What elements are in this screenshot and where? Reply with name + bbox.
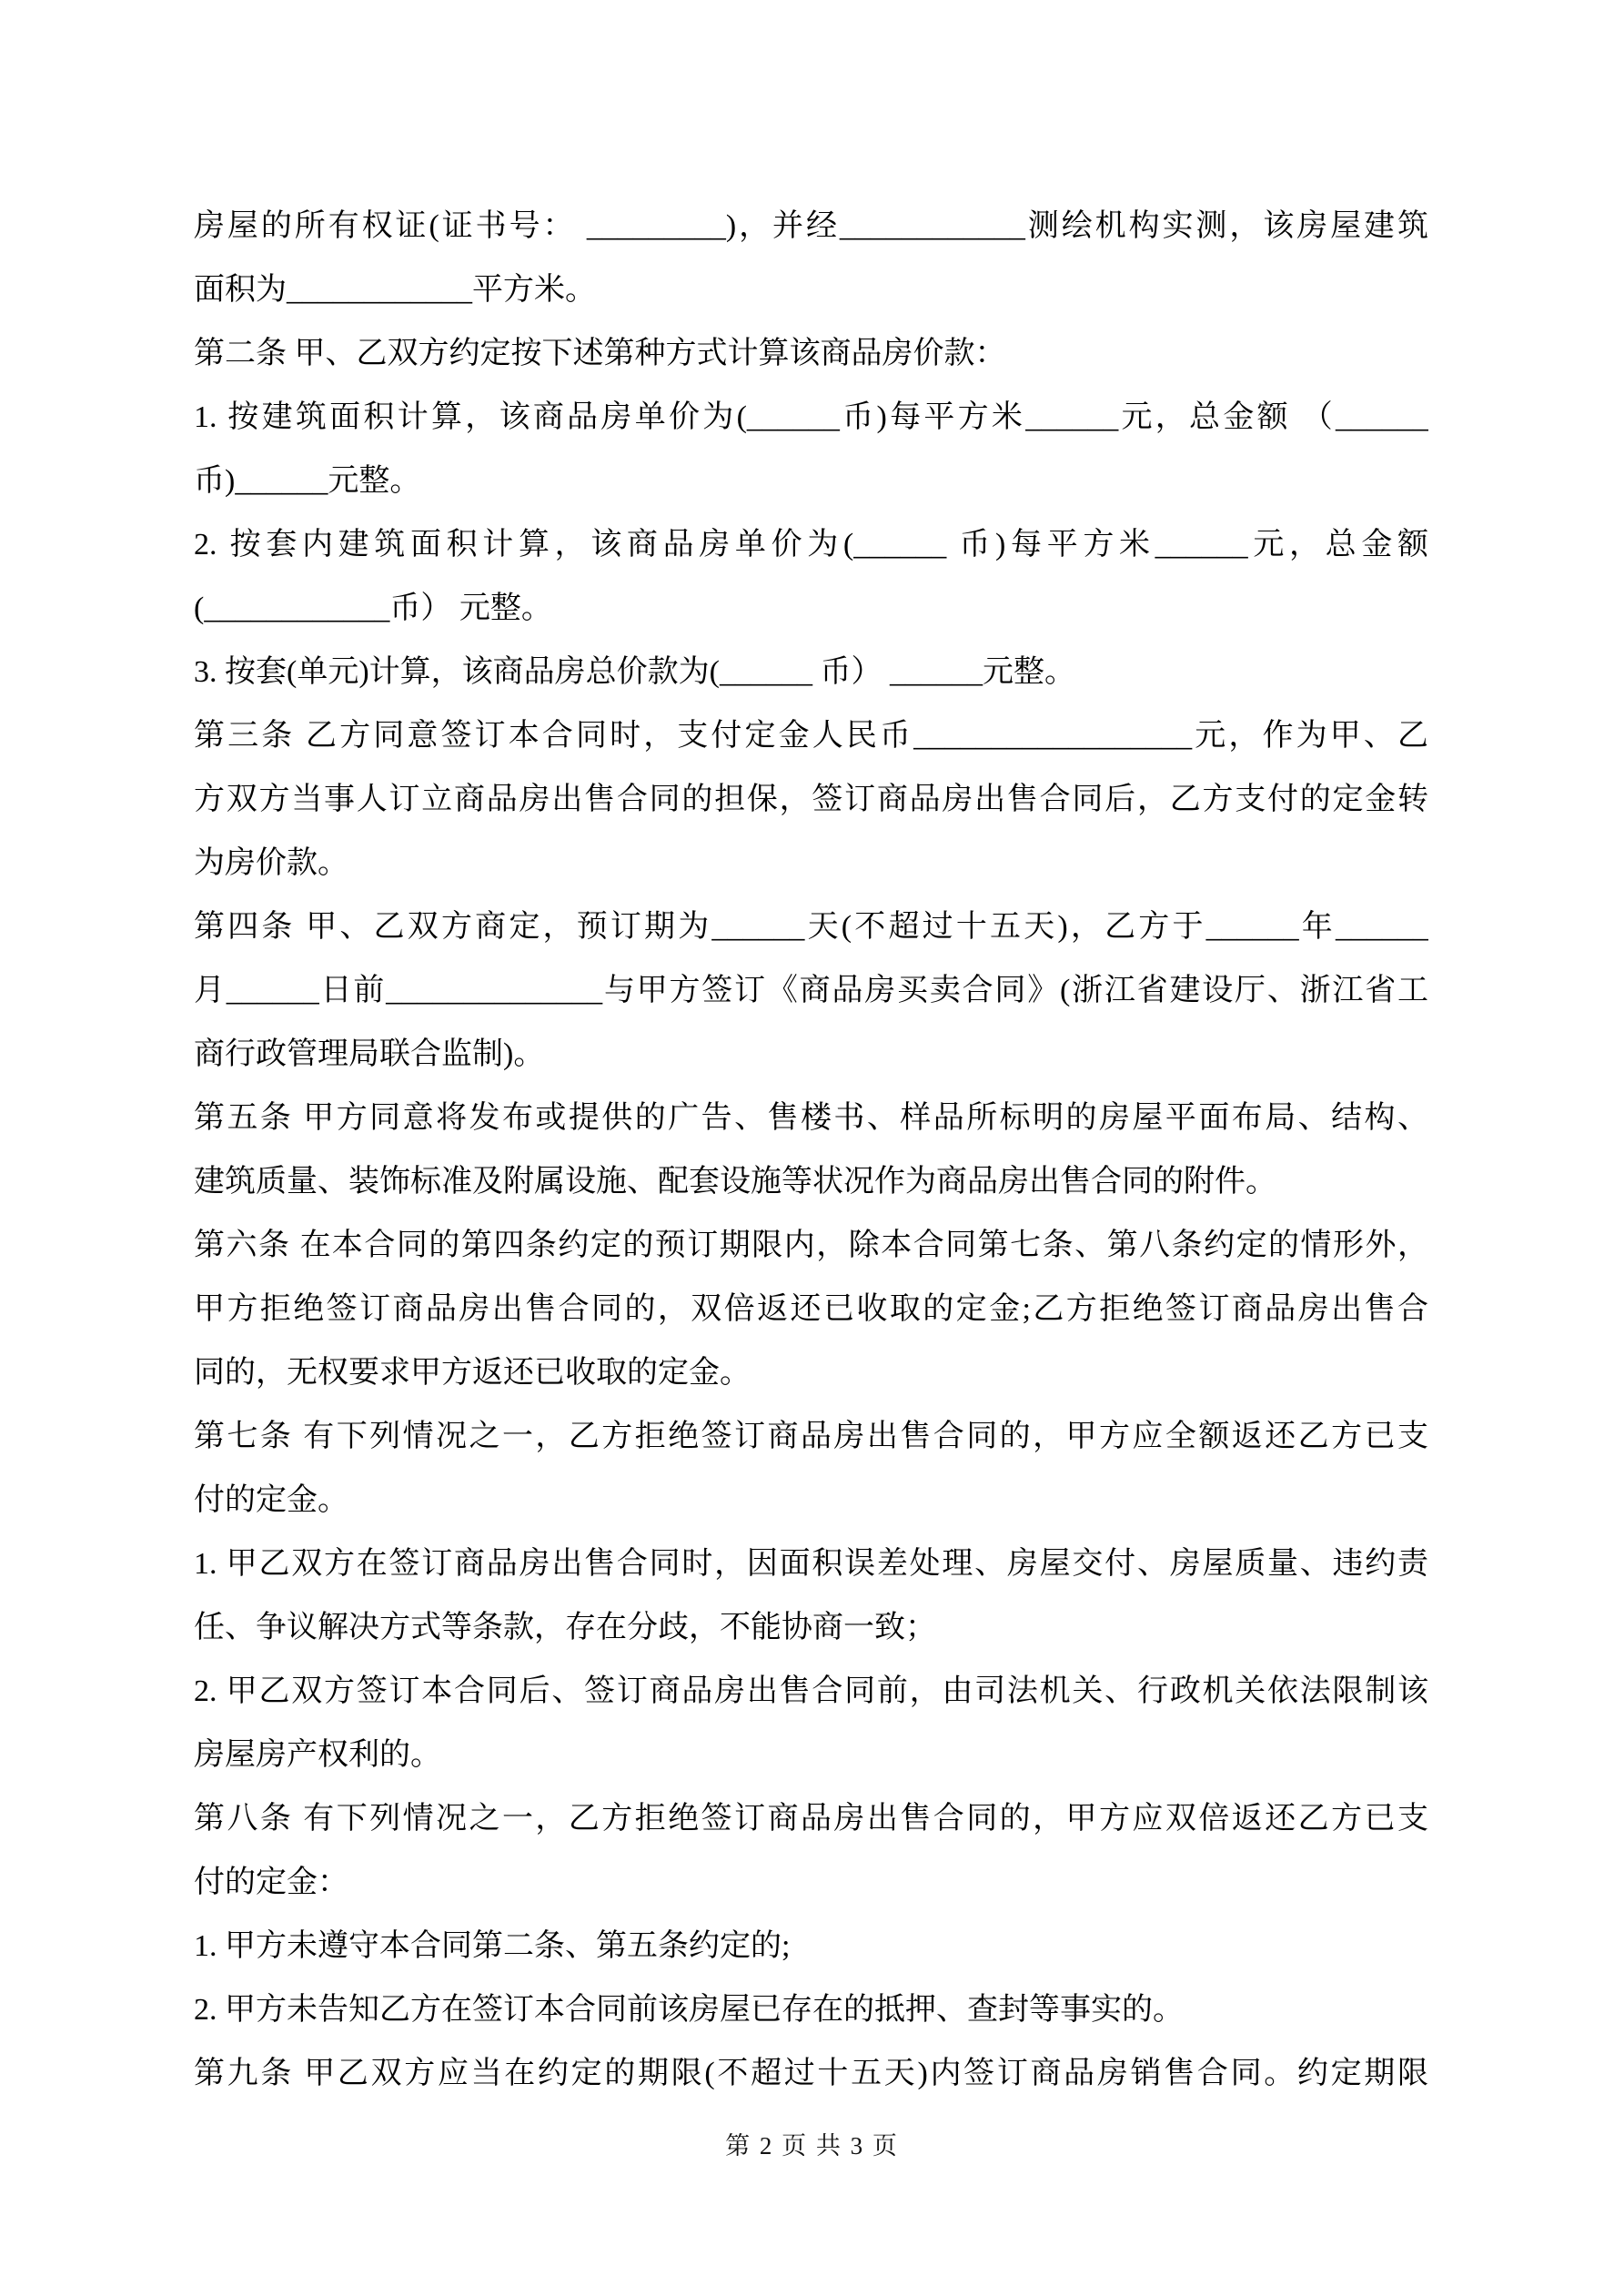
contract-line: 房屋的所有权证(证书号： _________)，并经____________测绘机构实测，该房屋建筑 [194, 209, 1428, 243]
contract-line: 2. 甲方未告知乙方在签订本合同前该房屋已存在的抵押、查封等事实的。 [194, 1993, 1184, 2027]
contract-line: 月______日前______________与甲方签订《商品房买卖合同》(浙江省建设厅、浙江省工 [194, 974, 1428, 1007]
contract-line: 建筑质量、装饰标准及附属设施、配套设施等状况作为商品房出售合同的附件。 [194, 1165, 1276, 1199]
contract-line: 2. 甲乙双方签订本合同后、签订商品房出售合同前，由司法机关、行政机关依法限制该 [194, 1674, 1428, 1708]
contract-line: 第四条 甲、乙双方商定，预订期为______天(不超过十五天)，乙方于______年______ [194, 910, 1428, 944]
contract-line: 为房价款。 [194, 846, 348, 880]
contract-line: 2. 按套内建筑面积计算，该商品房单价为(______ 币)每平方米______元，总金额 [194, 528, 1428, 561]
contract-line: 商行政管理局联合监制)。 [194, 1037, 545, 1071]
contract-line: 同的，无权要求甲方返还已收取的定金。 [194, 1356, 751, 1390]
contract-line: 付的定金。 [194, 1483, 348, 1517]
contract-line: 面积为____________平方米。 [194, 273, 596, 307]
contract-line: 付的定金： [194, 1866, 348, 1899]
contract-line: 1. 甲方未遵守本合同第二条、第五条约定的; [194, 1929, 791, 1963]
contract-body [194, 195, 1428, 2106]
contract-line: 第三条 乙方同意签订本合同时，支付定金人民币__________________元，作为甲、乙 [194, 719, 1428, 753]
contract-line: 甲方拒绝签订商品房出售合同的，双倍返还已收取的定金;乙方拒绝签订商品房出售合 [194, 1292, 1428, 1326]
page-footer: 第 2 页 共 3 页 [725, 2132, 899, 2159]
contract-line: 第六条 在本合同的第四条约定的预订期限内，除本合同第七条、第八条约定的情形外， [194, 1229, 1428, 1262]
contract-line: 任、争议解决方式等条款，存在分歧，不能协商一致； [194, 1611, 936, 1644]
contract-line: (____________币） 元整。 [194, 592, 552, 625]
contract-line: 第七条 有下列情况之一，乙方拒绝签订商品房出售合同的，甲方应全额返还乙方已支 [194, 1420, 1428, 1453]
contract-line: 房屋房产权利的。 [194, 1738, 441, 1772]
contract-line: 第九条 甲乙双方应当在约定的期限(不超过十五天)内签订商品房销售合同。约定期限 [194, 2057, 1428, 2090]
contract-line: 第二条 甲、乙双方约定按下述第种方式计算该商品房价款： [194, 337, 1006, 370]
contract-line: 3. 按套(单元)计算，该商品房总价款为(______ 币） ______元整。 [194, 655, 1075, 689]
contract-line: 第五条 甲方同意将发布或提供的广告、售楼书、样品所标明的房屋平面布局、结构、 [194, 1101, 1428, 1135]
contract-line: 币)______元整。 [194, 464, 421, 498]
contract-line: 1. 甲乙双方在签订商品房出售合同时，因面积误差处理、房屋交付、房屋质量、违约责 [194, 1547, 1428, 1581]
contract-line: 1. 按建筑面积计算，该商品房单价为(______币)每平方米______元，总金额 （______ [194, 400, 1428, 434]
contract-line: 第八条 有下列情况之一，乙方拒绝签订商品房出售合同的，甲方应双倍返还乙方已支 [194, 1802, 1428, 1836]
contract-line: 方双方当事人订立商品房出售合同的担保，签订商品房出售合同后，乙方支付的定金转 [194, 783, 1428, 816]
